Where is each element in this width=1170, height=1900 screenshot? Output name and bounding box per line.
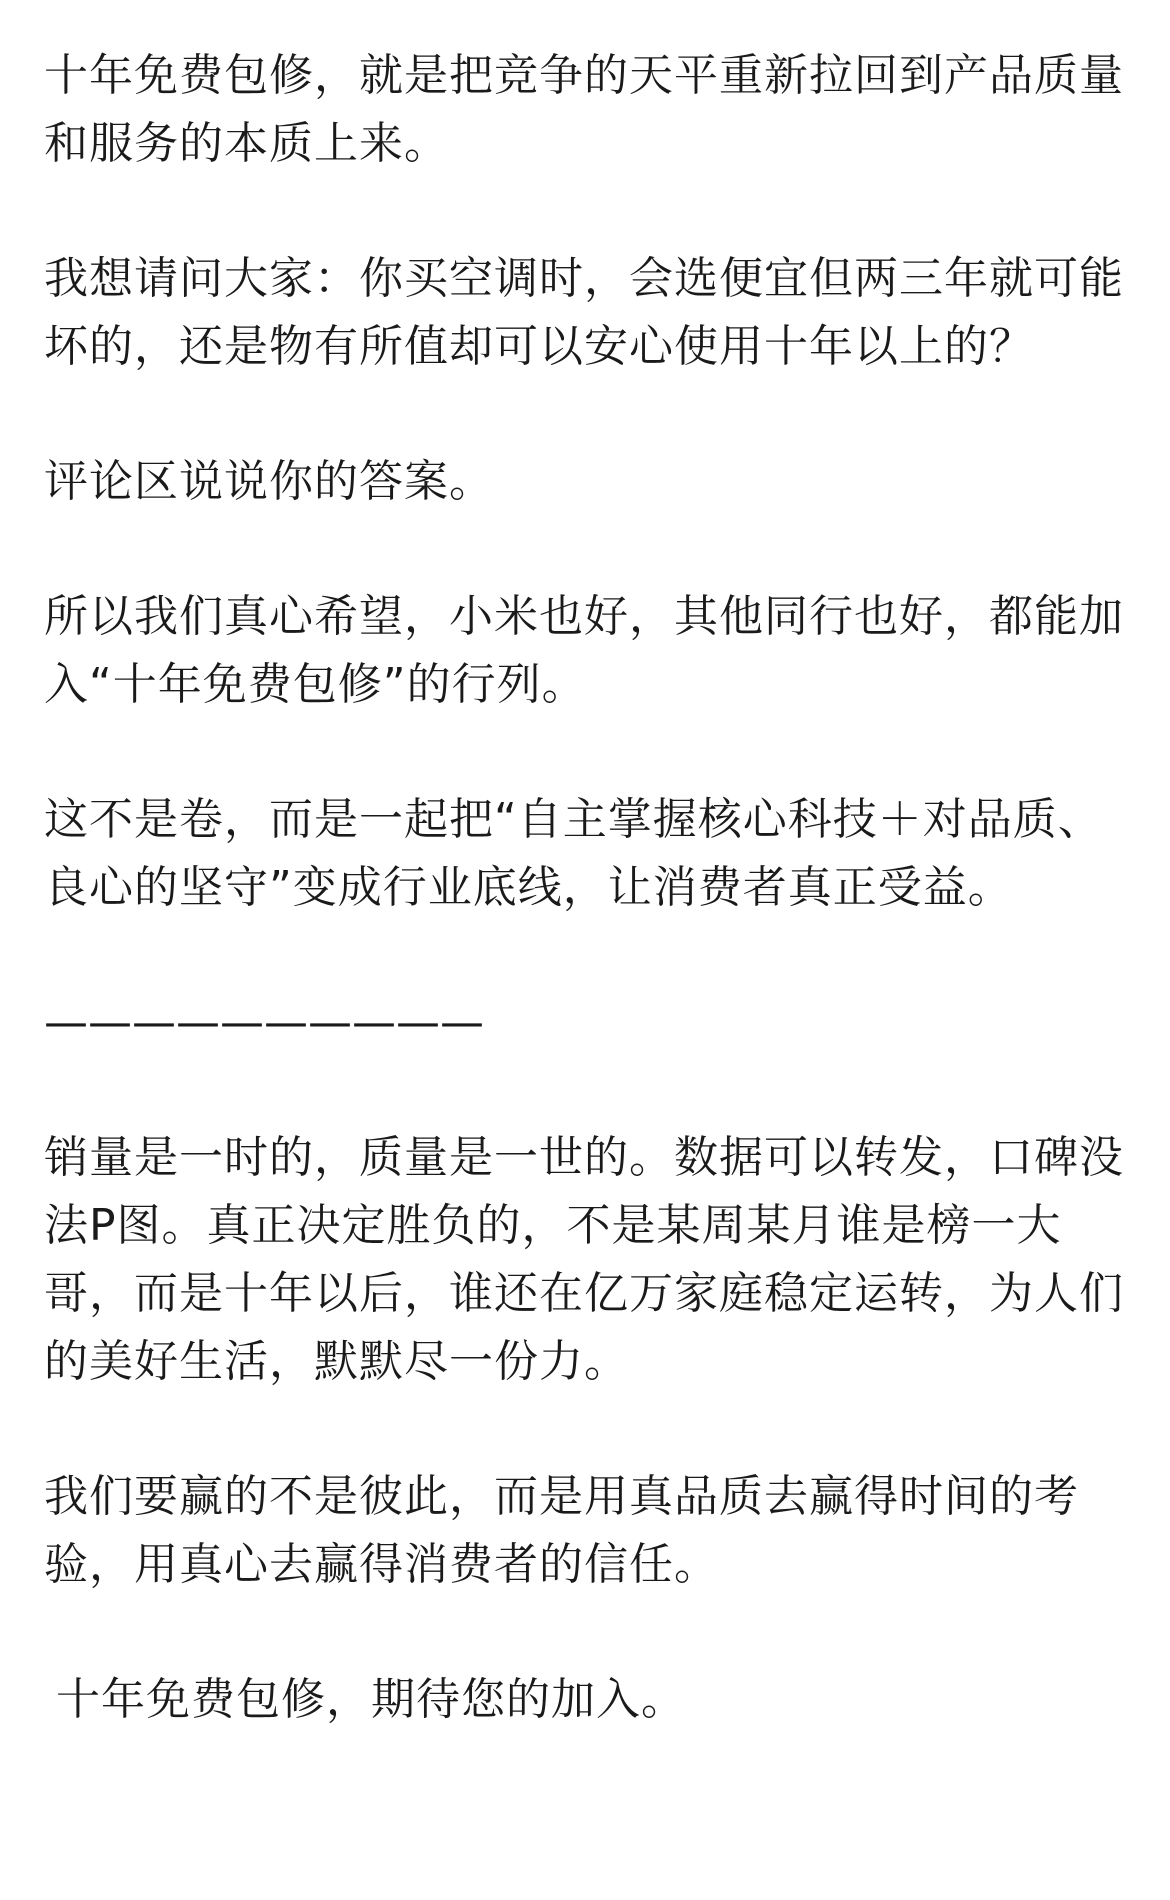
paragraph-3: 评论区说说你的答案。 [44, 456, 494, 507]
paragraph-2: 我想请问大家：你买空调时，会选便宜但两三年就可能坏的，还是物有所值却可以安心使用十年以上的？ [44, 253, 1124, 372]
paragraph-8: 十年免费包修，期待您的加入。 [56, 1674, 686, 1725]
paragraph-7: 我们要赢的不是彼此，而是用真品质去赢得时间的考验，用真心去赢得消费者的信任。 [44, 1471, 1079, 1590]
paragraph-4: 所以我们真心希望，小米也好，其他同行也好，都能加入“十年免费包修”的行列。 [44, 591, 1124, 710]
article-body [44, 42, 1134, 1801]
paragraph-6: 销量是一时的，质量是一世的。数据可以转发，口碑没法P图。真正决定胜负的，不是某周某月谁是榜一大哥，而是十年以后，谁还在亿万家庭稳定运转，为人们的美好生活，默默尽一份力。 [44, 1132, 1124, 1387]
paragraph-1: 十年免费包修，就是把竞争的天平重新拉回到产品质量和服务的本质上来。 [44, 50, 1124, 169]
section-divider: —————————— [44, 997, 484, 1048]
paragraph-5: 这不是卷，而是一起把“自主掌握核心科技＋对品质、良心的坚守”变成行业底线，让消费者真正受益。 [44, 794, 1103, 913]
